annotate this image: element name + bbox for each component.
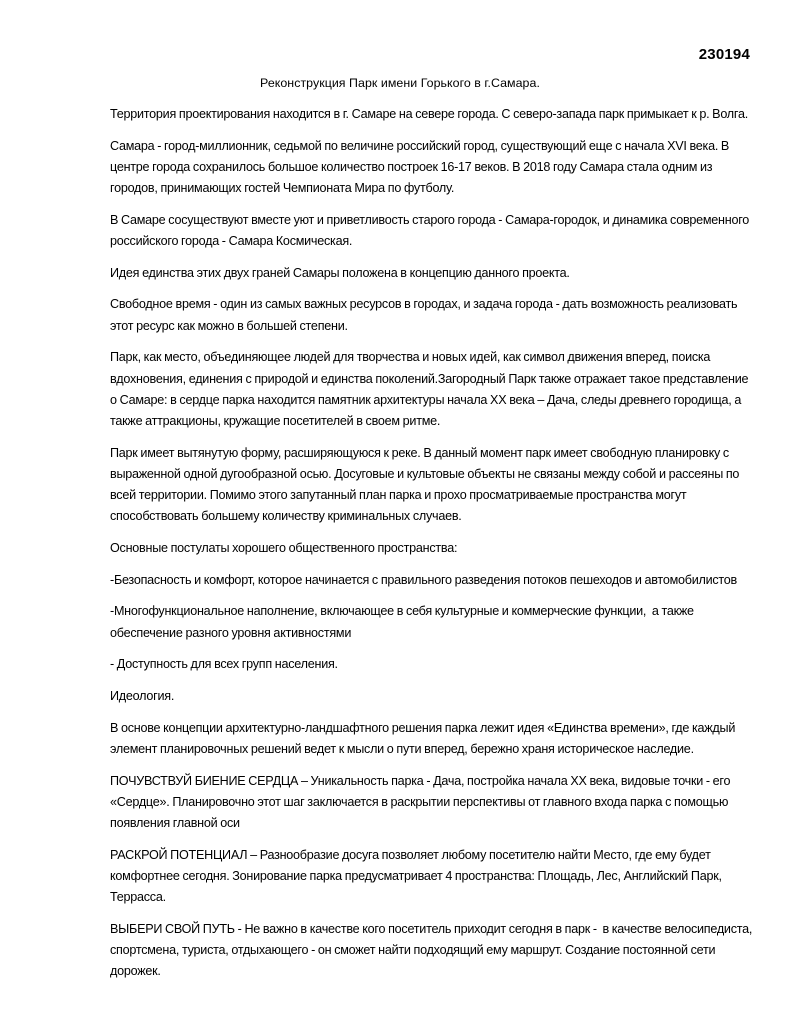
paragraph: ВЫБЕРИ СВОЙ ПУТЬ - Не важно в качестве кого посетитель приходит сегодня в парк - в качестве велосипедиста, спортсмена, туриста, отдыхающего - он сможет найти подходящий ему маршрут. Создание постоянной сети дорожек. (110, 921, 755, 979)
paragraph: В основе концепции архитектурно-ландшафтного решения парка лежит идея «Единства времени», где каждый элемент планировочных решений ведет к мысли о пути вперед, бережно храня историческое наследие. (110, 720, 738, 756)
paragraph: ПОЧУВСТВУЙ БИЕНИЕ СЕРДЦА – Уникальность парка - Дача, постройка начала XX века, видовые точки - его «Сердце». Планировочно этот шаг заключается в раскрытии перспективы от главного входа парка с помощью появления главной оси (110, 773, 734, 830)
paragraph: Идея единства этих двух граней Самары положена в концепцию данного проекта. (110, 265, 570, 280)
paragraph: Самара - город-миллионник, седьмой по величине российский город, существующий еще с начала XVI века. В центре города сохранилось большое количество построек 16-17 веков. В 2018 году Самара стала одним из городов, принимающих гостей Чемпионата Мира по футболу. (110, 138, 732, 196)
paragraph: Парк имеет вытянутую форму, расширяющуюся к реке. В данный момент парк имеет свободную планировку с выраженной одной дугообразной осью. Досуговые и культовые объекты не связаны между собой и рассеяны по всей территории. Помимо этого запутанный план парка и прохо просматриваемые пространства могут способствовать большему количеству криминальных случаев. (110, 445, 743, 524)
paragraph: - Доступность для всех групп населения. (110, 657, 338, 672)
paragraph: Идеология. (110, 688, 175, 703)
paragraph: -Безопасность и комфорт, которое начинается с правильного разведения потоков пешеходов и автомобилистов (110, 572, 737, 587)
paragraph: Парк, как место, объединяющее людей для творчества и новых идей, как символ движения вперед, поиска вдохновения, единения с природой и единства поколений.Загородный Парк также отражает такое представление о Самаре: в сердце парка находится памятник архитектуры начала XX века – Дача, следы древнего городища, а также аттракционы, кружащие посетителей в своем ритме. (110, 350, 752, 428)
document-body (110, 104, 755, 982)
paragraph: Свободное время - один из самых важных ресурсов в городах, и задача города - дать возможность реализовать этот ресурс как можно в большей степени. (110, 297, 741, 333)
document-title: Реконструкция Парк имени Горького в г.Самара. (260, 76, 540, 90)
paragraph: РАСКРОЙ ПОТЕНЦИАЛ – Разнообразие досуга позволяет любому посетителю найти Место, где ему будет комфортнее сегодня. Зонирование парка предусматривает 4 пространства: Площадь, Лес, Английский Парк, Террасса. (110, 847, 725, 905)
document-number: 230194 (698, 46, 750, 63)
paragraph: -Многофункциональное наполнение, включающее в себя культурные и коммерческие функции, а также обеспечение разного уровня активностями (110, 604, 697, 640)
paragraph: Основные постулаты хорошего общественного пространства: (110, 540, 458, 555)
paragraph: Территория проектирования находится в г. Самаре на севере города. С северо-запада парк примыкает к р. Волга. (110, 107, 748, 121)
paragraph: В Самаре сосуществуют вместе уют и приветливость старого города - Самара-городок, и динамика современного российского города - Самара Космическая. (110, 212, 752, 249)
